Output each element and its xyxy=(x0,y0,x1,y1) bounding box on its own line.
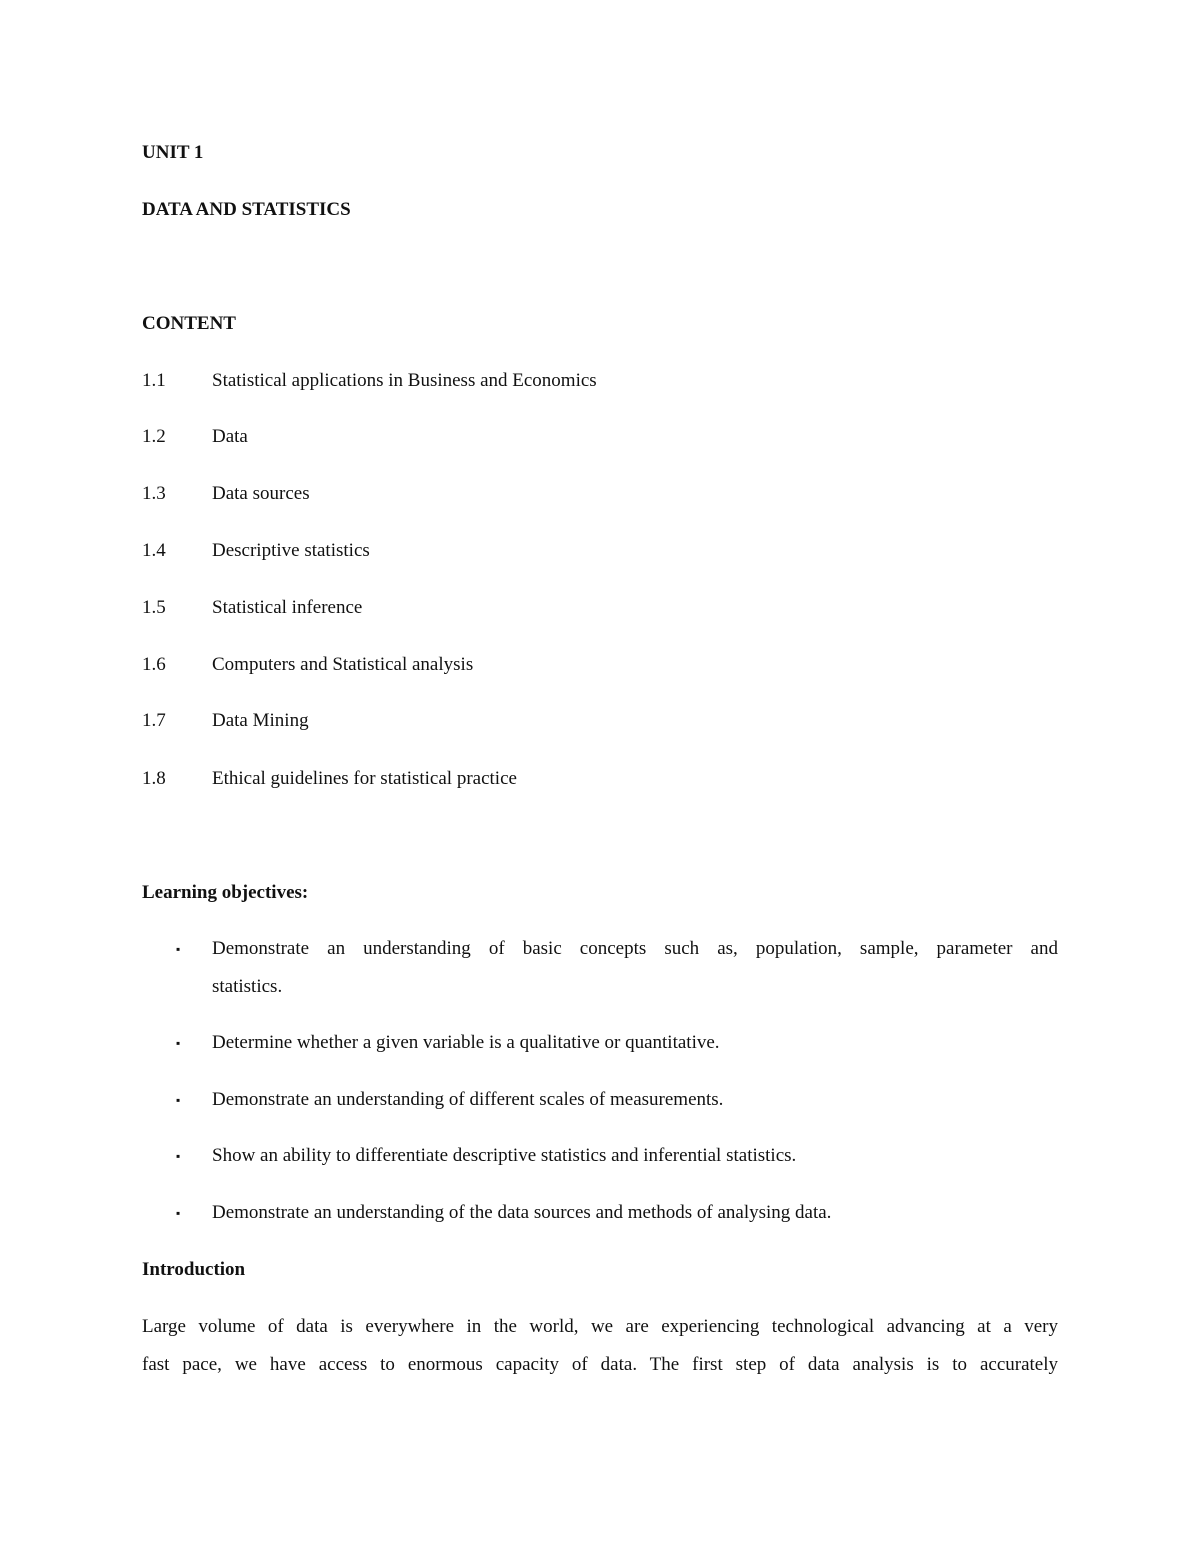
toc-text: Descriptive statistics xyxy=(212,540,370,561)
toc-number: 1.2 xyxy=(142,426,166,447)
toc-text: Data xyxy=(212,426,248,447)
intro-heading: Introduction xyxy=(142,1259,246,1280)
objective-text: Show an ability to differentiate descriptive statistics and inferential statistics. xyxy=(212,1145,797,1166)
toc-text: Statistical applications in Business and Economics xyxy=(212,370,597,391)
toc-text: Data sources xyxy=(212,483,310,504)
paragraph-line: fast pace, we have access to enormous capacity of data. The first step of data analysis is to accurately xyxy=(142,1354,1058,1375)
toc-text: Ethical guidelines for statistical practice xyxy=(212,768,517,789)
toc-number: 1.8 xyxy=(142,768,166,789)
objective-text: Demonstrate an understanding of basic concepts such as, population, sample, parameter and xyxy=(212,938,1058,959)
toc-number: 1.6 xyxy=(142,654,166,675)
bullet-icon: ▪ xyxy=(176,1206,181,1220)
bullet-icon: ▪ xyxy=(176,1149,181,1163)
toc-text: Data Mining xyxy=(212,710,309,731)
toc-number: 1.3 xyxy=(142,483,166,504)
toc-number: 1.7 xyxy=(142,710,166,731)
paragraph-line: Large volume of data is everywhere in the world, we are experiencing technological advancing at a very xyxy=(142,1316,1058,1337)
toc-text: Computers and Statistical analysis xyxy=(212,654,474,675)
bullet-icon: ▪ xyxy=(176,1036,181,1050)
objectives-heading: Learning objectives: xyxy=(142,882,309,903)
unit-title: UNIT 1 xyxy=(142,142,204,163)
objective-text: Determine whether a given variable is a qualitative or quantitative. xyxy=(212,1032,720,1053)
toc-number: 1.4 xyxy=(142,540,166,561)
bullet-icon: ▪ xyxy=(176,942,181,956)
bullet-icon: ▪ xyxy=(176,1093,181,1107)
objective-text: Demonstrate an understanding of the data sources and methods of analysing data. xyxy=(212,1202,832,1223)
toc-number: 1.1 xyxy=(142,370,166,391)
toc-number: 1.5 xyxy=(142,597,166,618)
objective-text-continued: statistics. xyxy=(212,976,283,997)
objective-text: Demonstrate an understanding of different scales of measurements. xyxy=(212,1089,724,1110)
unit-subtitle: DATA AND STATISTICS xyxy=(142,199,351,220)
toc-text: Statistical inference xyxy=(212,597,363,618)
content-heading: CONTENT xyxy=(142,313,236,334)
